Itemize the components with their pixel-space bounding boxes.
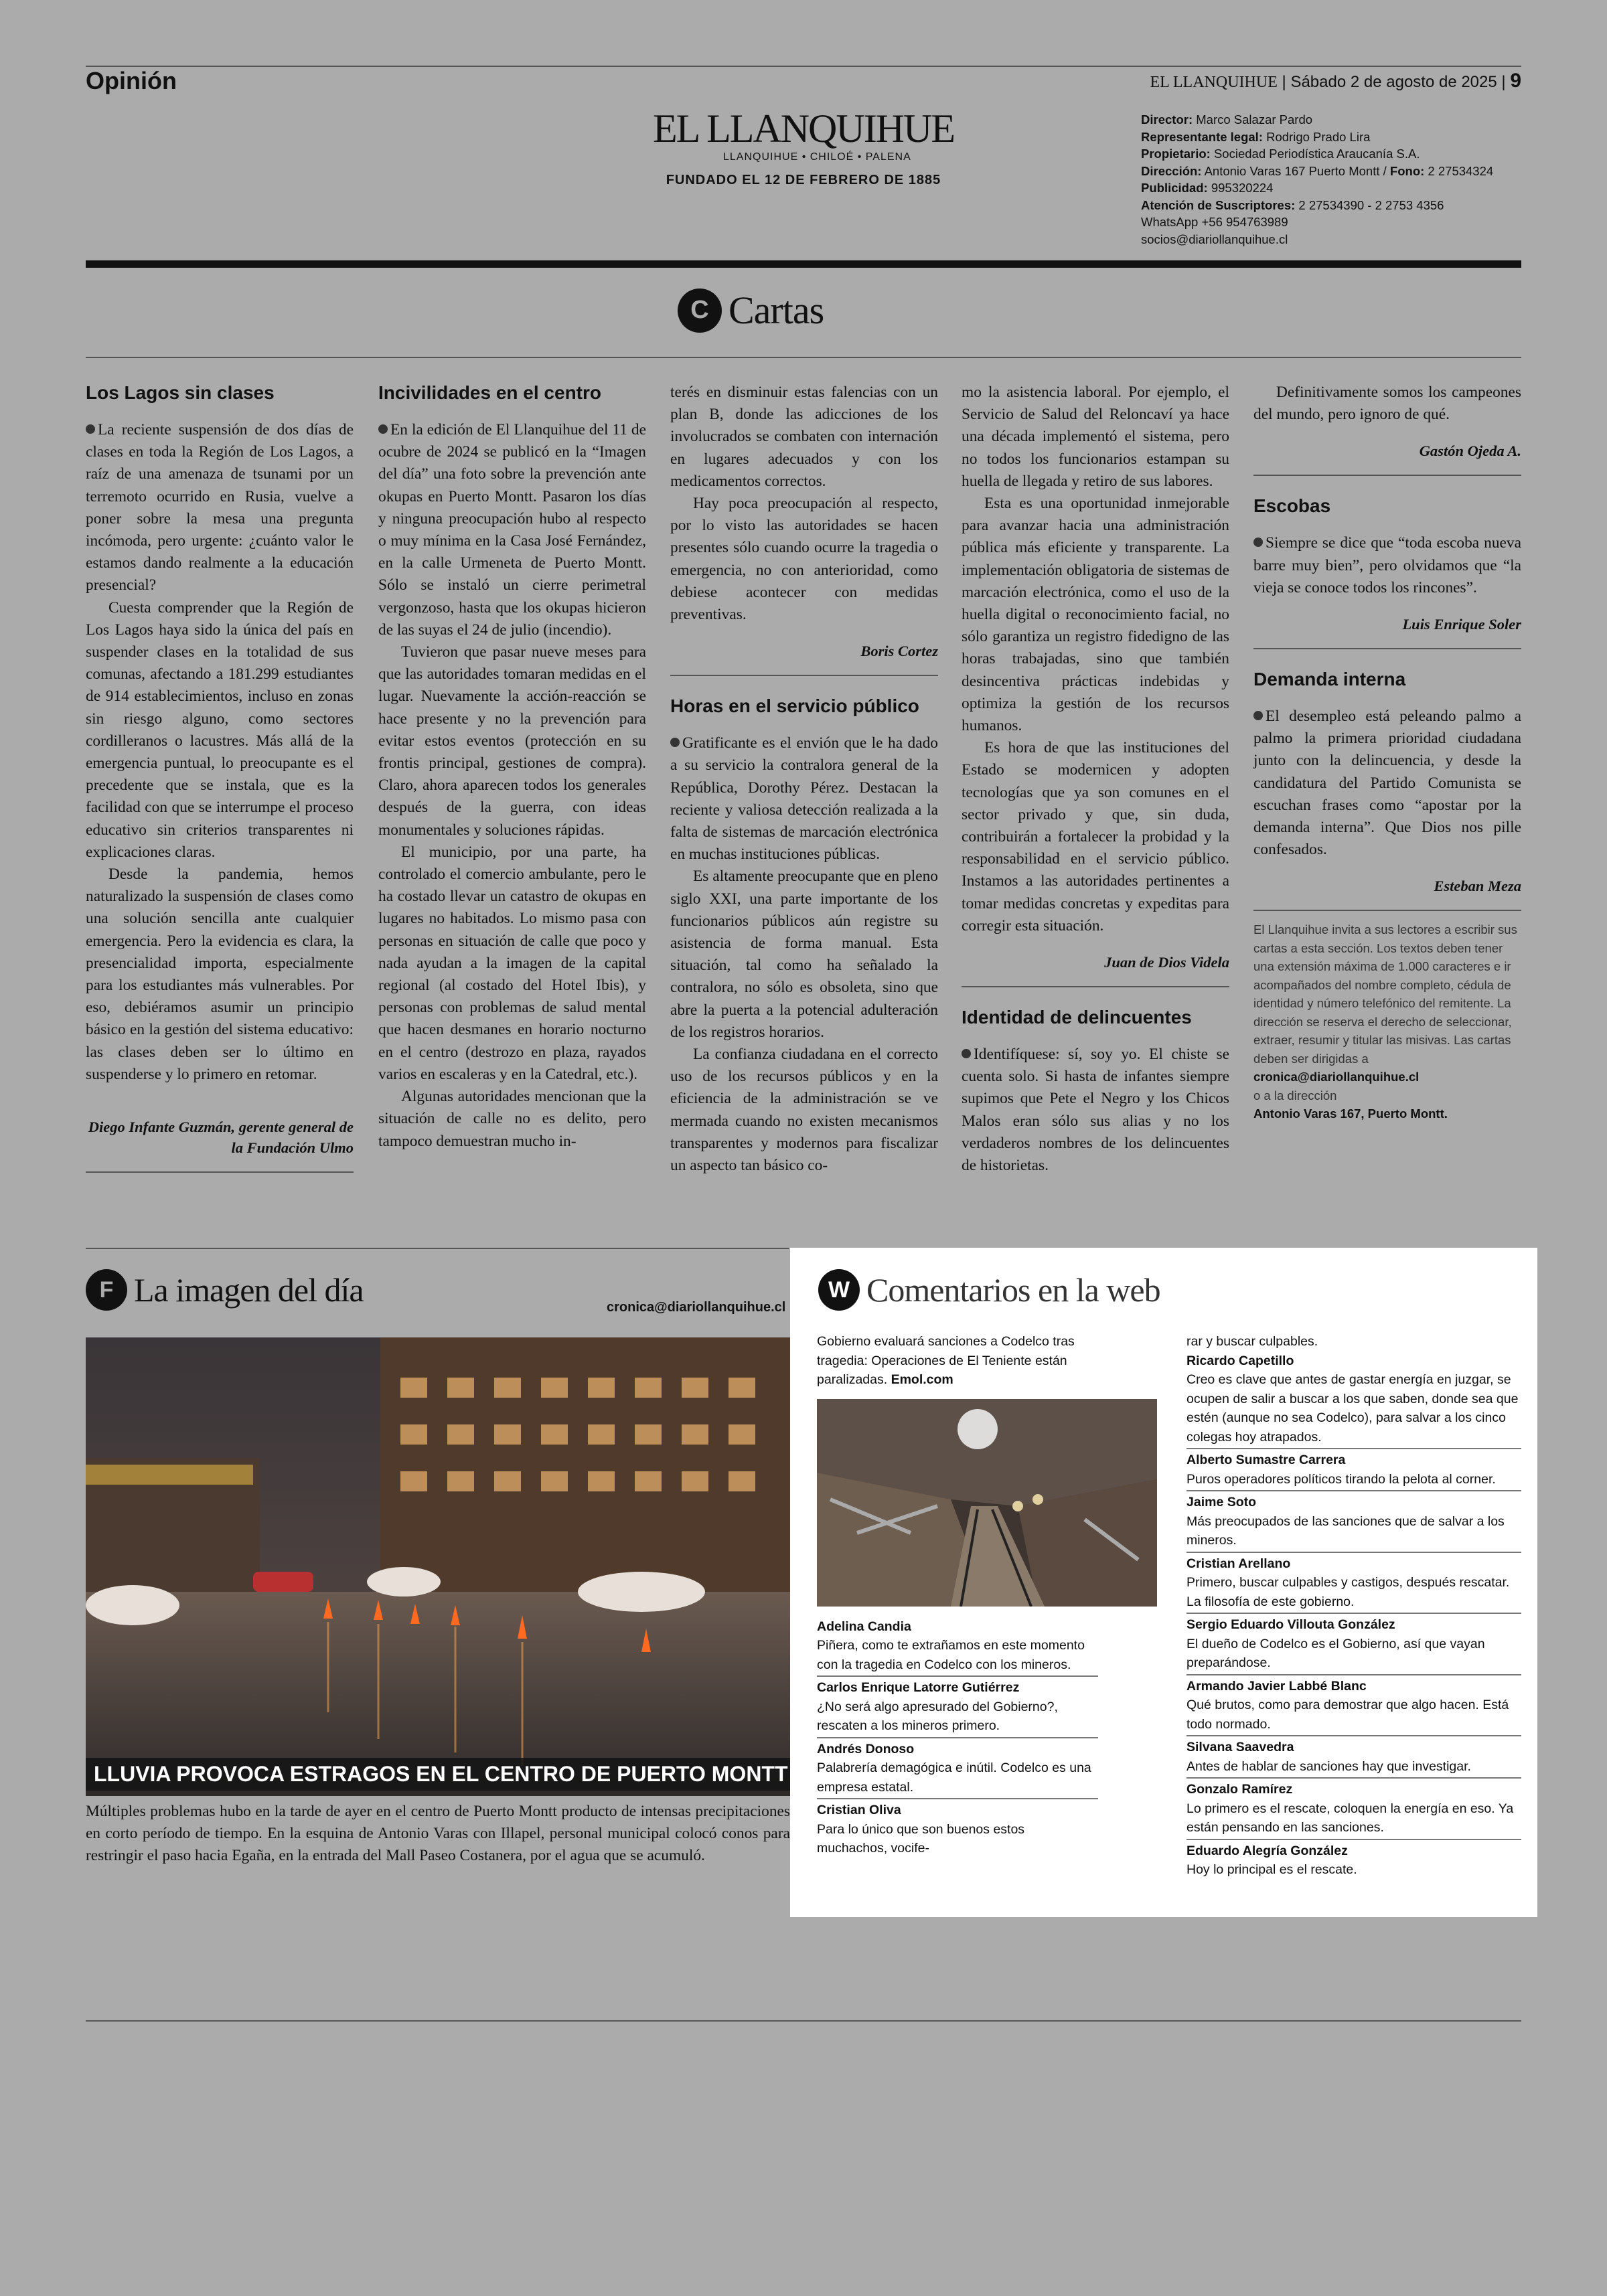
letter-signature: Diego Infante Guzmán, gerente general de la Fundación Ulmo [88,1119,354,1157]
bottom-rule [86,2020,1521,2022]
comments-title: Comentarios en la web [866,1271,1160,1309]
letter-paragraph: Es altamente preocupante que en pleno siglo XXI, una parte importante de los funcionarios públicos aún registre su asistencia de forma manual. Esta situación, tal como ha señalado la contralora, no sólo es obsoleta, sino que abre la puerta a la potencial adulteración de los registros horarios. [670,868,938,1041]
divider [1187,1448,1521,1449]
dateline-paper: EL LLANQUIHUE [1150,74,1278,91]
divider [1187,1490,1521,1491]
letter-column-1 [86,382,354,1192]
comment: Ricardo Capetillo Creo es clave que antes de gastar energía en juzgar, se ocupen de salir a buscar a los que saben, donde sea que estén (aunque no sea Codelco), para salvar a los cinco colegas hoy atrapados. [1187,1353,1519,1445]
letter-paragraph: Identifíquese: sí, soy yo. El chiste se cuenta solo. Si hasta de infantes siempre supimos que Pete el Negro y los Chicos Malos eran sólo sus alias y no los verdaderos nombres de los delincuentes de historietas. [962,1046,1229,1175]
dateline: EL LLANQUIHUE | Sábado 2 de agosto de 2025 | 9 [1150,70,1521,92]
divider [86,1171,354,1173]
letter-signature: Esteban Meza [1434,878,1521,895]
photo-text: Múltiples problemas hubo en la tarde de ayer en el centro de Puerto Montt producto de intensas precipitaciones en corto período de tiempo. En la esquina de Antonio Varas con Illapel, personal municipal colocó conos para restringir el paso hacia Egaña, en la entrada del Mall Paseo Costanera, por el agua que se acumuló. [86,1803,790,1864]
dateline-date: Sábado 2 de agosto de 2025 [1290,73,1497,91]
letter-paragraph: Siempre se dice que “toda escoba nueva barre muy bien”, pero olvidamos que “la vieja se conoce todos los rincones”. [1253,534,1521,596]
comments-right [1187,1332,1521,1880]
divider [817,1675,1098,1677]
divider [1253,648,1521,649]
info-ads: Publicidad: 995320224 [1141,181,1274,195]
info-email: socios@diariollanquihue.cl [1141,232,1288,246]
letter-column-5 [1253,382,1521,1123]
section-rule [86,1248,789,1249]
submission-email[interactable]: cronica@diariollanquihue.cl [1253,1070,1420,1084]
cartas-title: Cartas [729,289,824,332]
comment: Cristian Oliva Para lo único que son buenos estos muchachos, vocife- [817,1803,1025,1856]
divider [1187,1674,1521,1675]
letter-title: Horas en el servicio público [670,695,919,717]
comments-header [818,1269,1160,1311]
info-director: Director: Marco Salazar Pardo [1141,112,1313,127]
letter-column-4 [962,382,1229,1177]
letter-paragraph: Hay poca preocupación al respecto, por lo visto las autoridades se hacen presentes sólo cuando ocurre la tragedia o emergencia, no con anterioridad, como debiese acontecer con medidas preventivas. [670,495,938,624]
imagen-header [86,1269,364,1311]
bullet-icon [86,424,95,434]
info-whatsapp: WhatsApp +56 954763989 [1141,215,1288,229]
photo-caption: LLUVIA PROVOCA ESTRAGOS EN EL CENTRO DE PUERTO MONTT [86,1758,796,1791]
letter-title: Demanda interna [1253,669,1406,690]
masthead-bar [86,260,1521,268]
cartas-rule [86,357,1521,358]
letter-paragraph: Esta es una oportunidad inmejorable para avanzar hacia una administración pública más eficiente y transparente. La implementación obligatoria de sistemas de marcación electrónica, como el uso de la huella digital o reconocimiento facial, no sólo garantiza un registro fidedigno de las horas trabajadas, sino que también desincentiva prácticas indebidas y optimiza la gestión de los recursos humanos. [962,495,1229,735]
letter-title: Los Lagos sin clases [86,382,275,403]
masthead-founded: FUNDADO EL 12 DE FEBRERO DE 1885 [666,173,941,187]
comment: Silvana Saavedra Antes de hablar de sanciones hay que investigar. [1187,1740,1471,1774]
letter-paragraph: Algunas autoridades mencionan que la situación de calle no es delito, pero tampoco demuestran mucho in- [378,1088,646,1150]
letter-signature: Gastón Ojeda A. [1419,442,1521,460]
info-address: Dirección: Antonio Varas 167 Puerto Montt / Fono: 2 27534324 [1141,163,1494,178]
letter-paragraph: En la edición de El Llanquihue del 11 de ocubre de 2024 se publicó en la “Imagen del día” una foto sobre la prevención ante okupas en Puerto Montt. Pasaron los días y ninguna preocupación hubo al respecto o muy mínima en la Casa José Fernández, en la calle Urmeneta de Puerto Montt. Sólo se instaló un cierre perimetral vergonzoso, hasta que los okupas hicieron de las suyas el 24 de julio (incendio). [378,421,646,639]
divider [1187,1552,1521,1553]
divider [1253,910,1521,911]
letter-title: Escobas [1253,495,1331,517]
letter-column-2 [378,382,646,1153]
section-label: Opinión [86,67,177,94]
page-number: 9 [1510,70,1521,92]
cartas-letter-icon: C [678,289,722,333]
letter-title: Incivilidades en el centro [378,382,602,403]
divider [1253,475,1521,476]
divider [670,675,938,676]
imagen-email[interactable]: cronica@diariollanquihue.cl [607,1300,786,1315]
divider [962,986,1229,987]
comment: Adelina Candia Piñera, como te extrañamos en este momento con la tragedia en Codelco con los mineros. [817,1619,1085,1672]
letter-paragraph: Tuvieron que pasar nueve meses para que las autoridades tomaran medidas en el lugar. Nuevamente la acción-reacción se hace presente y no la prevención para evitar estos eventos (protección en su frontis principal, gestiones de compra). Claro, ahora aparecen todos los generales después de la guerra, con ideas monumentales y soluciones rápidas. [378,643,646,839]
divider [1187,1613,1521,1614]
bullet-icon [1253,711,1263,720]
comments-letter-icon: W [818,1269,860,1311]
divider [1187,1777,1521,1779]
comment: Cristian Arellano Primero, buscar culpables y castigos, después rescatar. La filosofía de este gobierno. [1187,1556,1510,1609]
submission-note: El Llanquihue invita a sus lectores a escribir sus cartas a esta sección. Los textos deben tener una extensión máxima de 1.000 caracteres e ir acompañados del nombre completo, cédula de identidad y número telefónico del remitente. La dirección se reserva el derecho de seleccionar, extraer, resumir y titular las misivas. Las cartas deben ser dirigidas a cronica@diariollanquihue.cl o a la dirección Antonio Varas 167, Puerto Montt. [1253,922,1517,1121]
top-rule [86,66,1521,67]
bullet-icon [378,424,388,434]
letter-paragraph: Gratificante es el envión que le ha dado a su servicio la contralora general de la República, Dorothy Pérez. Destacan la reciente y valiosa detección realizada a la falta de sistemas de marcación electrónica en muchas instituciones públicas. [670,734,938,864]
letter-paragraph: mo la asistencia laboral. Por ejemplo, el Servicio de Salud del Reloncaví ya hace una década implementó el sistema, pero no todos los funcionarios estampan su huella de llegada y retiro de sus labores. [962,384,1229,490]
masthead-logo: EL LLANQUIHUE [653,106,954,151]
letter-paragraph: Definitivamente somos los campeones del mundo, pero ignoro de qué. [1253,384,1521,424]
info-subs: Atención de Suscriptores: 2 27534390 - 2 2753 4356 [1141,197,1444,212]
letter-paragraph: El municipio, por una parte, ha controlado el comercio ambulante, pero le ha costado llevar un catastro de okupas en lugares no habitados. Lo mismo pasa con personas en situación de calle que poco y nada ayudan a la imagen de la capital regional (al costado del Hotel Ibis), y personas con problemas de salud mental que hacen desmanes en horario nocturno en el centro (destrozo en plaza, rayados varios en escaleras y en la Catedral, etc.). [378,843,646,1083]
comment: Eduardo Alegría González Hoy lo principal es el rescate. [1187,1843,1357,1877]
comment-continuation: rar y buscar culpables. [1187,1334,1318,1349]
comments-left [817,1332,1098,1858]
letter-paragraph: Cuesta comprender que la Región de Los Lagos haya sido la única del país en suspender clases en la totalidad de sus comunas, afectando a 181.299 estudiantes de 914 establecimientos, incluso en zonas sin riesgo alguno, como sectores cordilleranos o lacustres. Más allá de la emergencia puntual, lo preocupante es el precedente que se instala, que es la facilidad con que se interrumpe el proceso educativo sin criterios transparentes ni explicaciones claras. [86,598,354,861]
letter-signature: Boris Cortez [860,643,938,660]
comment: Jaime Soto Más preocupados de las sanciones que de salvar a los mineros. [1187,1495,1505,1548]
letter-paragraph: La confianza ciudadana en el correcto uso de los recursos públicos y en la eficiencia de la administración se ve mermada cuando no existen mecanismos transparentes y modernos para fiscalizar un aspecto tan básico co- [670,1046,938,1175]
flood-photo [86,1337,790,1796]
masthead-info [1141,111,1521,248]
cartas-header [678,288,824,333]
news-source[interactable]: Emol.com [891,1372,953,1387]
letter-signature: Juan de Dios Videla [1104,954,1229,971]
imagen-letter-icon: F [86,1269,127,1311]
info-legal: Representante legal: Rodrigo Prado Lira [1141,129,1371,144]
letter-paragraph: Es hora de que las instituciones del Estado se modernicen y adopten tecnologías que ya son comunes en el sector privado y que, sin duda, contribuirán a fortalecer la probidad y la responsabilidad en el servicio público. Instamos a las autoridades pertinentes a tomar medidas concretas y expeditas para corregir esta situación. [962,739,1229,934]
comment: Gonzalo Ramírez Lo primero es el rescate, coloquen la energía en eso. Ya están pensando en las sanciones. [1187,1782,1514,1835]
letter-paragraph: Desde la pandemia, hemos naturalizado la suspensión de clases como una solución sencilla ante cualquier emergencia. Pero la evidencia es clara, la presencialidad importa, especialmente para los estudiantes más vulnerables. Por eso, debiéramos asumir un principio básico en la gestión del sistema educativo: las clases deben ser lo último en suspenderse y lo primero en retomar. [86,866,354,1083]
imagen-title: La imagen del día [134,1271,364,1309]
divider [1187,1735,1521,1736]
news-headline: Gobierno evaluará sanciones a Codelco tras tragedia: Operaciones de El Teniente están paralizadas. Emol.com [817,1334,1075,1387]
masthead [603,108,1004,188]
bullet-icon [670,738,680,747]
comment: Andrés Donoso Palabrería demagógica e inútil. Codelco es una empresa estatal. [817,1741,1091,1795]
comment: Carlos Enrique Latorre Gutiérrez ¿No será algo apresurado del Gobierno?, rescaten a los mineros primero. [817,1680,1058,1733]
letter-paragraph: El desempleo está peleando palmo a palmo la primera prioridad ciudadana junto con la delincuencia, y desde la candidatura del Partido Comunista se escuchan frases como “apostar por la demanda interna”. Que Dios nos pille confesados. [1253,708,1521,859]
masthead-subtitle: LLANQUIHUE • CHILOÉ • PALENA [723,151,911,163]
mine-photo [817,1399,1157,1607]
letter-paragraph: La reciente suspensión de dos días de clases en toda la Región de Los Lagos, a raíz de una amenaza de tsunami por un terremoto ocurrido en Rusia, vuelve a poner sobre la mesa una pregunta incómoda, pero urgente: ¿cuánto valor le estamos dando realmente a la educación presencial? [86,421,354,594]
bullet-icon [1253,538,1263,547]
letter-column-3 [670,382,938,1177]
bullet-icon [962,1049,971,1058]
letter-signature: Luis Enrique Soler [1402,616,1521,633]
divider [817,1798,1098,1799]
letter-title: Identidad de delincuentes [962,1007,1192,1028]
divider [1187,1839,1521,1840]
info-owner: Propietario: Sociedad Periodística Araucanía S.A. [1141,147,1420,161]
submission-address: Antonio Varas 167, Puerto Montt. [1253,1106,1448,1121]
comment: Alberto Sumastre Carrera Puros operadores políticos tirando la pelota al corner. [1187,1453,1496,1487]
comment: Armando Javier Labbé Blanc Qué brutos, como para demostrar que algo hacen. Está todo normado. [1187,1678,1509,1732]
comment: Sergio Eduardo Villouta González El dueño de Codelco es el Gobierno, así que vayan preparándose. [1187,1617,1485,1670]
letter-paragraph: terés en disminuir estas falencias con un plan B, donde las adicciones de los involucrados se combaten con internación en lugares adecuados y con los medicamentos correctos. [670,384,938,490]
divider [817,1737,1098,1738]
